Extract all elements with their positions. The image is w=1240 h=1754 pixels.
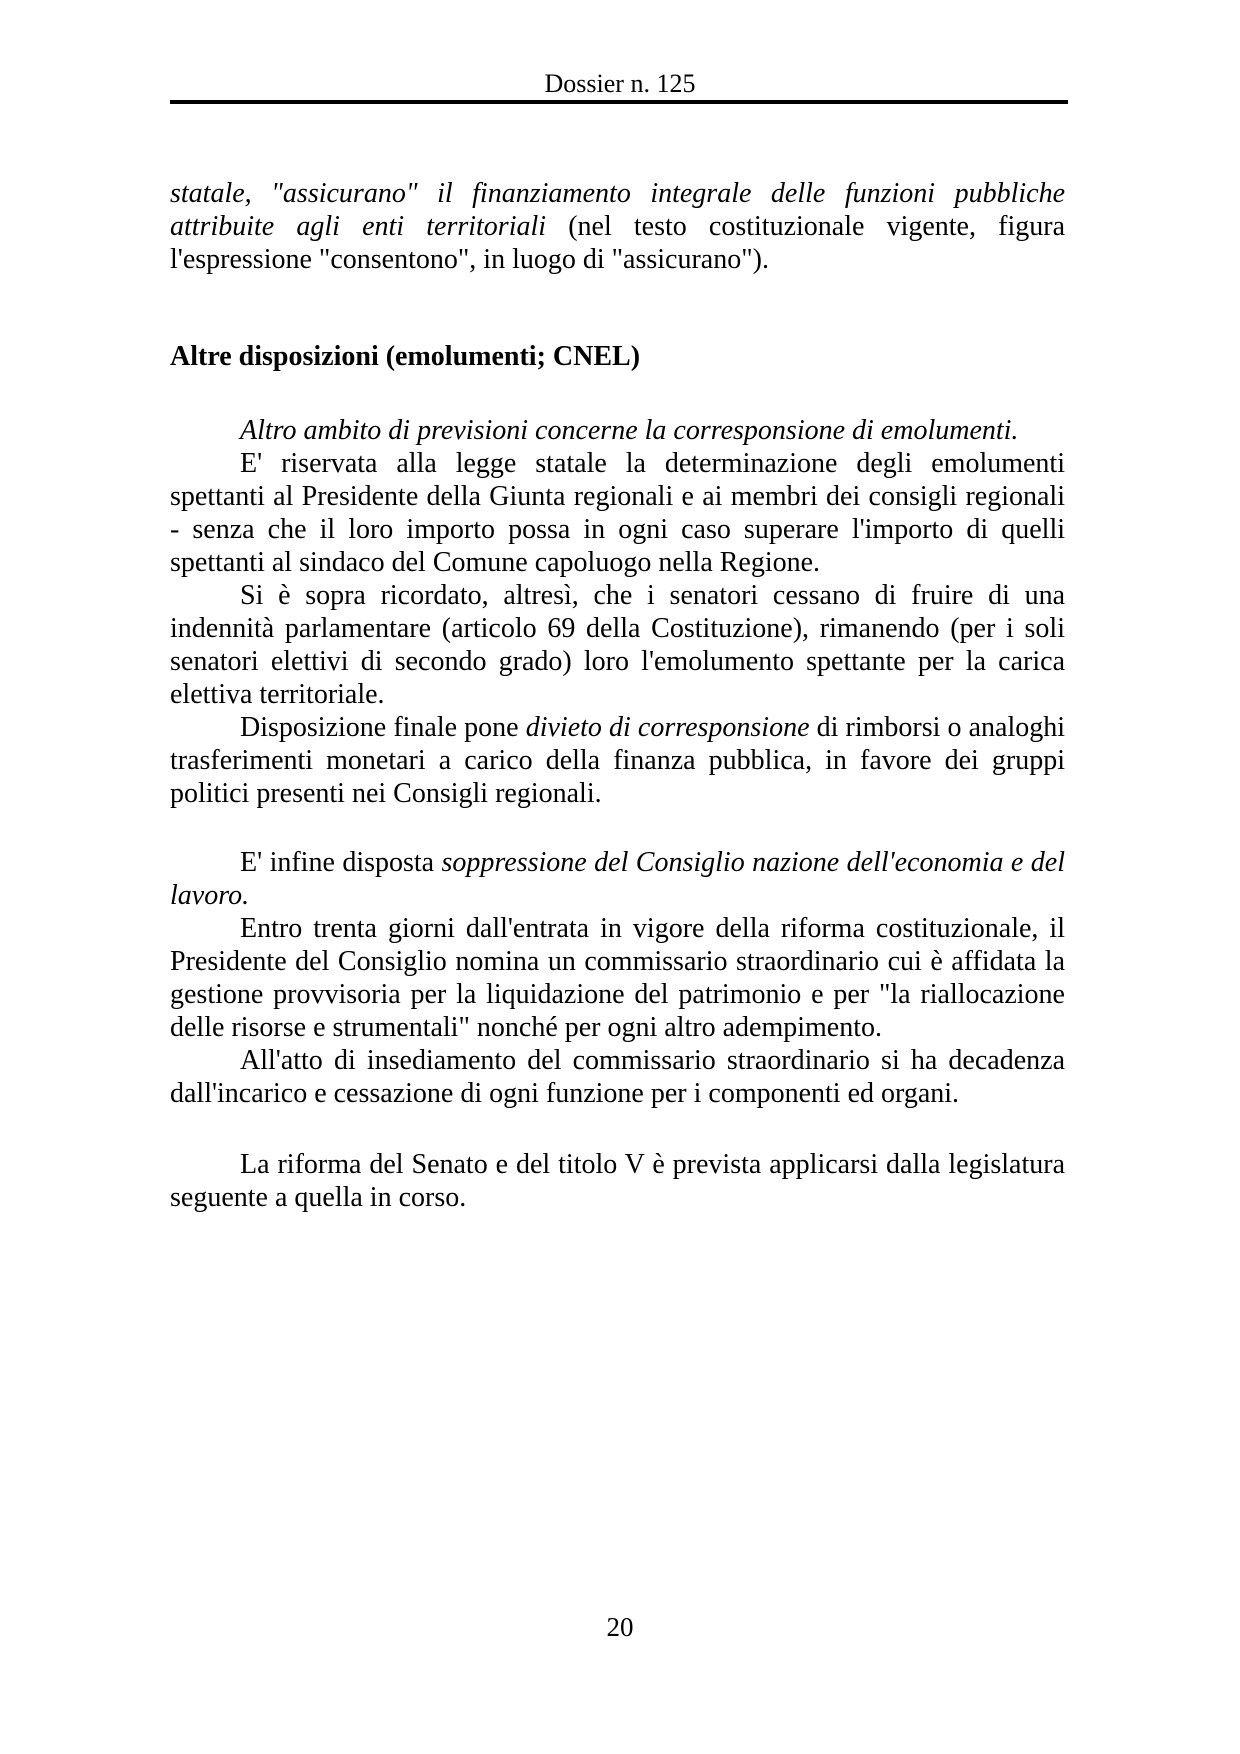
paragraph-soppressione-normal-run: E' infine disposta [240,847,442,878]
paragraph-statale-assicurano [170,177,1065,276]
paragraph-disposizione-finale [170,711,1065,810]
paragraph-senatori-indennita: Si è sopra ricordato, altresì, che i senatori cessano di fruire di una indennità parlamentare (articolo 69 della Costituzione), rimanendo (per i soli senatori elettivi di secondo grado) loro l'emolumento spettante per la carica elettiva territoriale. [170,580,1065,710]
paragraph-soppressione-cnel [170,846,1065,912]
page-footer [0,1612,1240,1642]
paragraph-disposizione-normal-after: di rimborsi o analoghi trasferimenti monetari a carico della finanza pubblica, in favore dei gruppi politici presenti nei Consigli regionali. [170,712,1065,809]
page-number: 20 [606,1612,634,1642]
paragraph-soppressione-italic-run: soppressione del Consiglio nazione dell'economia e del lavoro. [170,847,1065,911]
paragraph-disposizione-normal-before: Disposizione finale pone [240,712,526,743]
paragraph-riservata-legge-statale: E' riservata alla legge statale la determinazione degli emolumenti spettanti al Presidente della Giunta regionali e ai membri dei consigli regionali - senza che il loro importo possa in ogni caso superare l'importo di quelli spettanti al sindaco del Comune capoluogo nella Regione. [170,448,1065,578]
section-heading-altre-disposizioni: Altre disposizioni (emolumenti; CNEL) [170,341,641,372]
paragraph-disposizione-italic-run: divieto di corresponsione [525,712,810,743]
paragraph-decadenza-organi: All'atto di insediamento del commissario straordinario si ha decadenza dall'incarico e cessazione di ogni funzione per i componenti ed organi. [170,1045,1065,1109]
paragraph-altro-ambito: Altro ambito di previsioni concerne la corresponsione di emolumenti. [240,415,1019,446]
paragraph-commissario-straordinario: Entro trenta giorni dall'entrata in vigore della riforma costituzionale, il Presidente del Consiglio nomina un commissario straordinario cui è affidata la gestione provvisoria per la liquidazione del patrimonio e per "la riallocazione delle risorse e strumentali" nonché per ogni altro adempimento. [170,913,1065,1043]
paragraph-riforma-senato: La riforma del Senato e del titolo V è prevista applicarsi dalla legislatura seguente a quella in corso. [170,1149,1065,1213]
paragraph-statale-normal-run: (nel testo costituzionale vigente, figura l'espressione "consentono", in luogo di "assicurano"). [170,211,1065,275]
paragraph-statale-italic-run: statale, "assicurano" il finanziamento integrale delle funzioni pubbliche attribuite agli enti territoriali [170,178,1065,242]
header-title: Dossier n. 125 [544,69,696,98]
document-body [170,0,1065,1214]
